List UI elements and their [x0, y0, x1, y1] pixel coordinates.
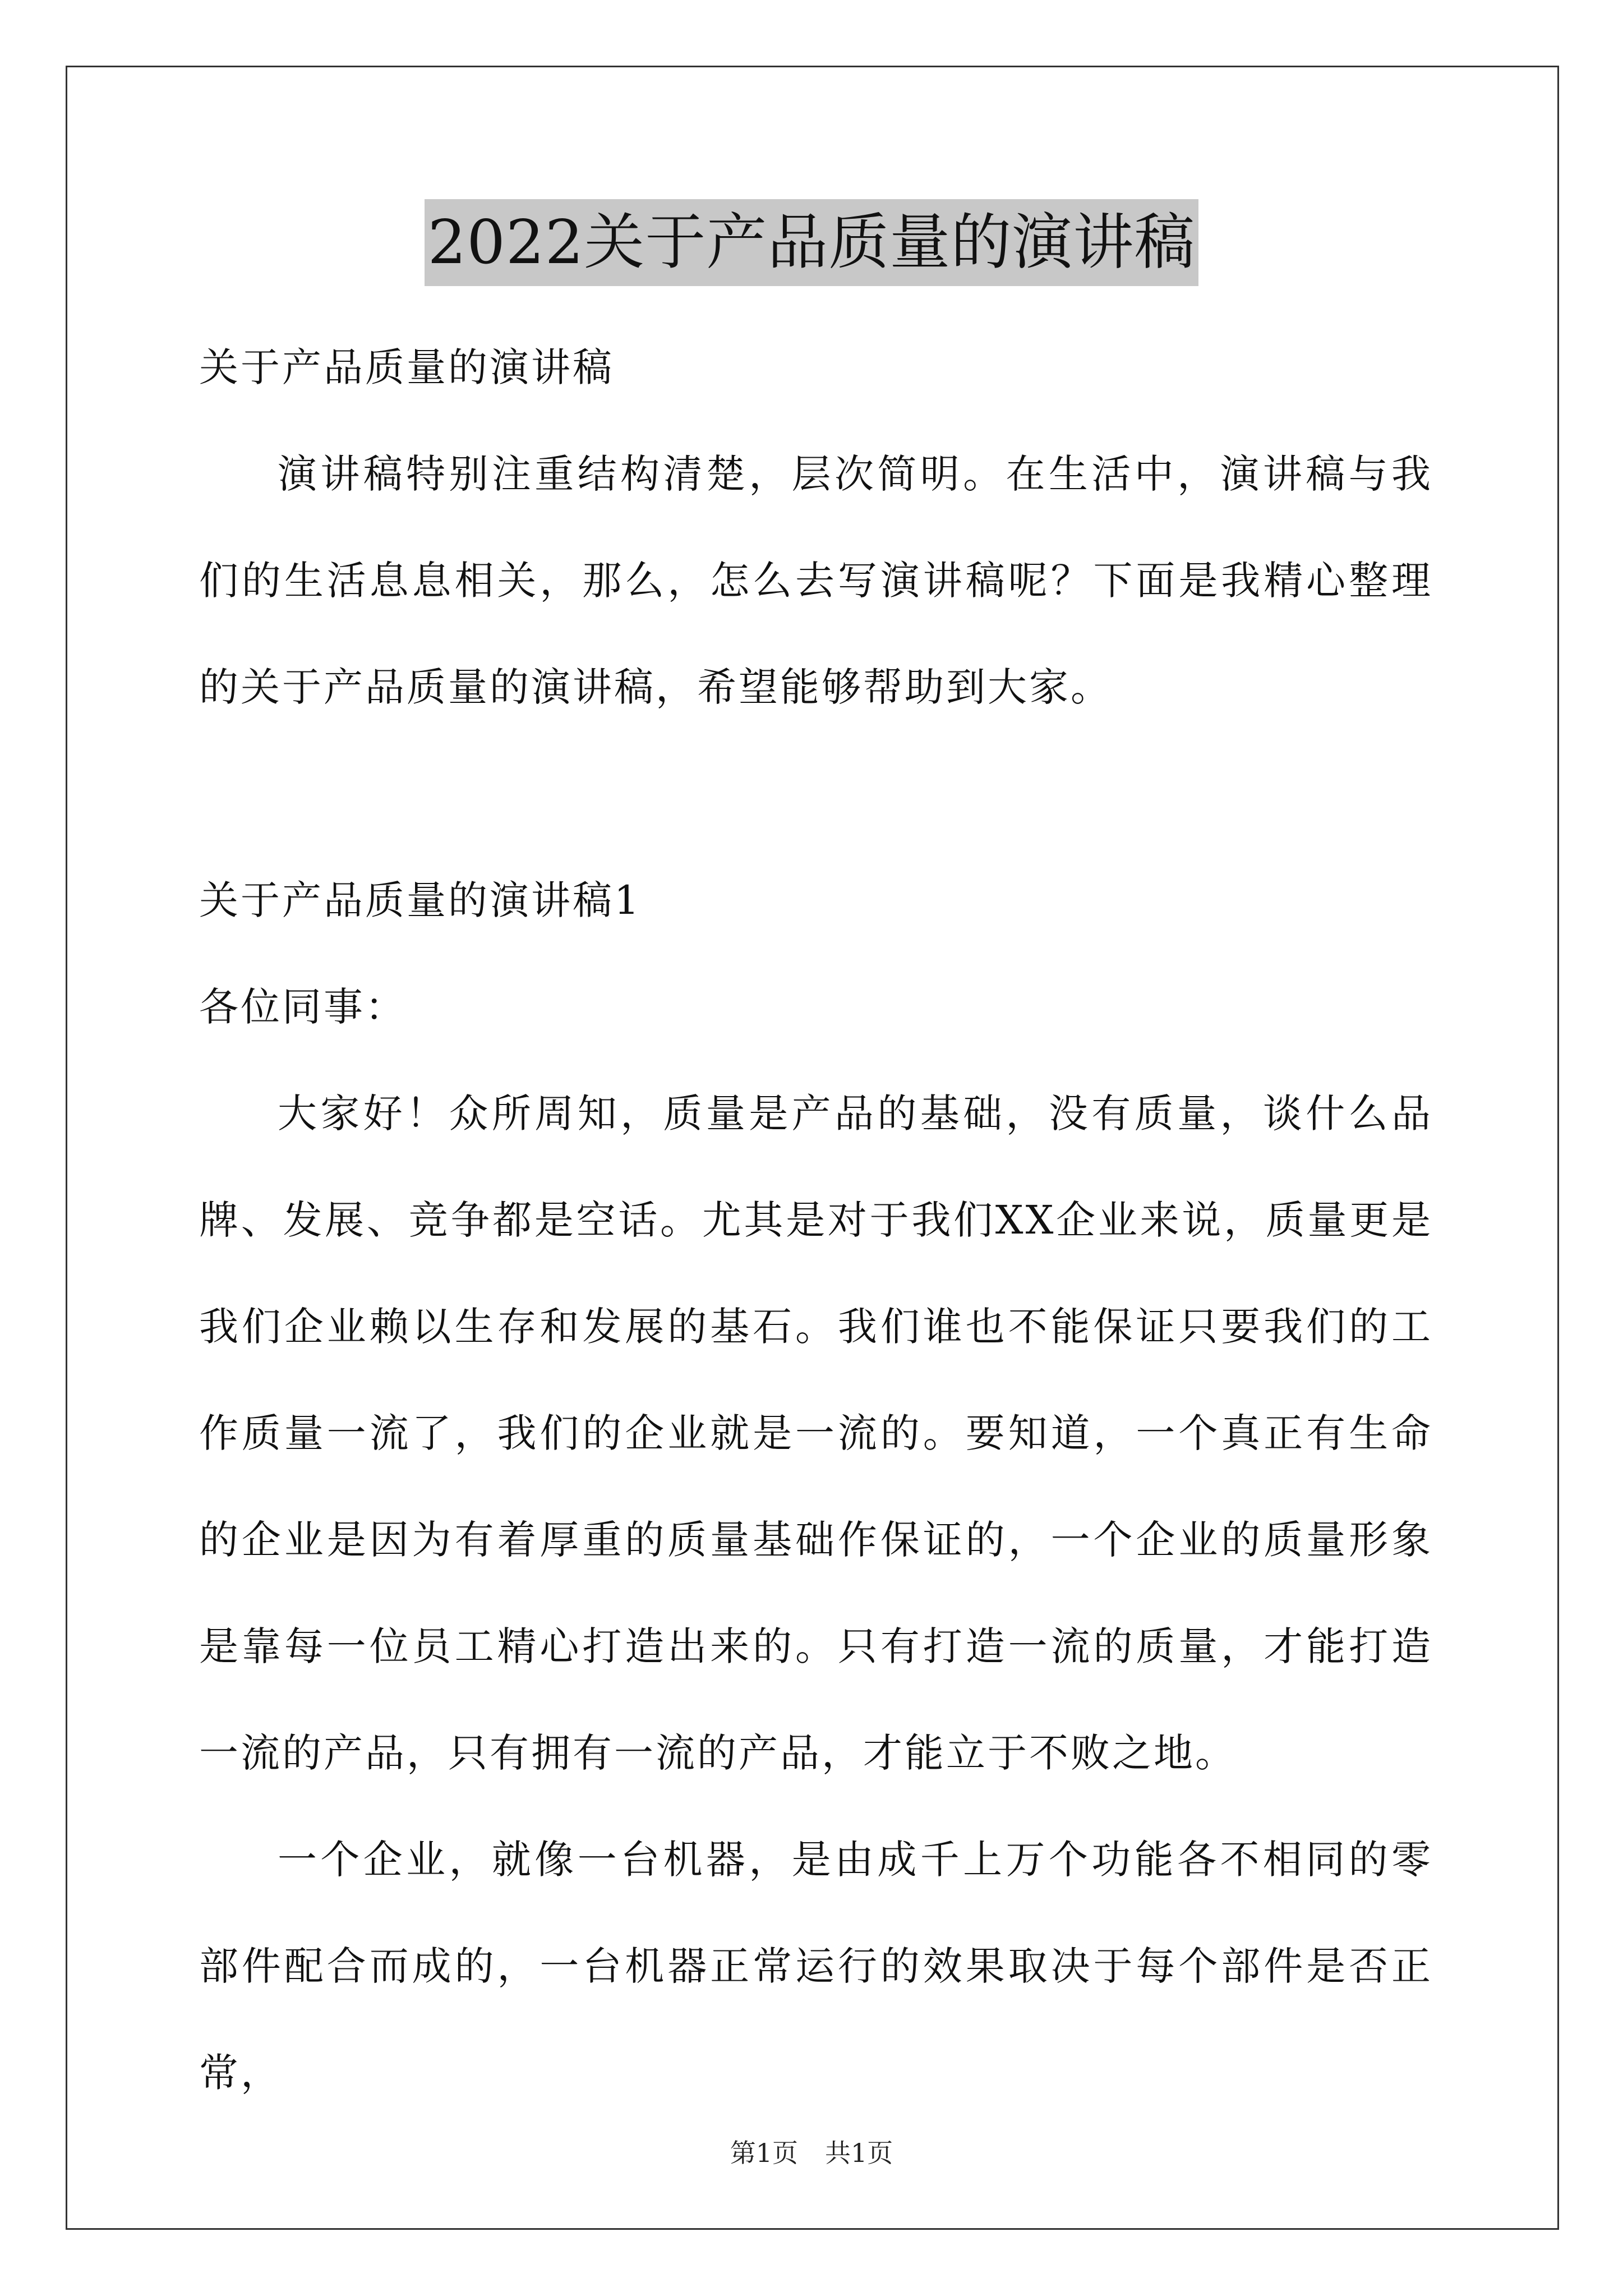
body-paragraph: 一个企业，就像一台机器，是由成千上万个功能各不相同的零部件配合而成的，一台机器正常运行的效果取决于每个部件是否正常，	[199, 1837, 1433, 2096]
document-body	[199, 314, 1433, 2126]
section-gap	[199, 740, 1433, 847]
page-count: 共1页	[825, 2138, 893, 2168]
section-heading: 关于产品质量的演讲稿1	[199, 877, 642, 923]
document-title: 2022关于产品质量的演讲稿	[425, 199, 1199, 286]
page-number: 第1页	[730, 2138, 798, 2168]
page-footer	[0, 2136, 1623, 2170]
salutation: 各位同事：	[199, 984, 407, 1030]
subtitle-paragraph: 关于产品质量的演讲稿	[199, 344, 614, 390]
body-paragraph: 大家好！众所周知，质量是产品的基础，没有质量，谈什么品牌、发展、竞争都是空话。尤其是对于我们XX企业来说，质量更是我们企业赖以生存和发展的基石。我们谁也不能保证只要我们的工作质量一流了，我们的企业就是一流的。要知道，一个真正有生命的企业是因为有着厚重的质量基础作保证的，一个企业的质量形象是靠每一位员工精心打造出来的。只有打造一流的质量，才能打造一流的产品，只有拥有一流的产品，才能立于不败之地。	[199, 1091, 1433, 1776]
intro-paragraph: 演讲稿特别注重结构清楚，层次简明。在生活中，演讲稿与我们的生活息息相关，那么，怎么去写演讲稿呢？下面是我精心整理的关于产品质量的演讲稿，希望能够帮助到大家。	[199, 451, 1433, 710]
title-container	[0, 199, 1623, 286]
